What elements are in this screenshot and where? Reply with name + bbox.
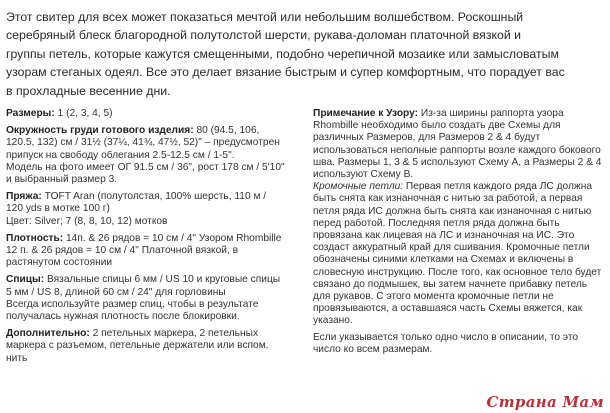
chest-label: Окружность груди готового изделия: — [6, 125, 194, 137]
specs-column — [6, 108, 304, 365]
extra-label: Дополнительно: — [6, 328, 90, 340]
needles-label: Спицы: — [6, 274, 45, 286]
extra-text: маркера с разъемом, петельные держатели или вспом. — [6, 340, 269, 352]
extra-value: 2 петельных маркера, 2 петельных — [89, 328, 259, 340]
edge-text: перед работой. Последняя петля ряда должна быть — [313, 217, 560, 229]
note-text: использоваться неполные раппорты возле каждого бокового — [313, 144, 601, 156]
yarn-text: 120 yds в мотке 100 г) — [6, 203, 110, 215]
edge-label: Кромочные петли: — [313, 181, 404, 193]
intro-line: в прохладные весенние дни. — [6, 83, 171, 98]
edge-text: быть снята как изнаночная с нитью за работой, а первая — [313, 193, 583, 205]
edge-text: связано до подмышек, вы затем начнете прибавку петель — [313, 278, 588, 290]
gauge-text: растянутом состоянии — [6, 257, 113, 269]
gauge-label: Плотность: — [6, 232, 64, 244]
intro-paragraph — [6, 8, 606, 100]
gauge-text: 12 п. & 26 рядов = 10 см / 4" Платочной вязкой, в — [6, 245, 238, 257]
site-watermark: Страна Мам — [486, 393, 604, 411]
chest-text: Модель на фото имеет ОГ 91.5 см / 36", рост 178 см / 5'10" — [6, 161, 285, 173]
edge-text: для рукавов. С этого момента кромочные петли не — [313, 291, 554, 303]
gauge-line — [6, 233, 304, 245]
chest-text: припуск на свободу облегания 2.5-12.5 см / 1-5". — [6, 149, 235, 161]
edge-text: словесную инструкцию. После того, как основное тело будет — [313, 266, 602, 278]
chest-text: 120.5, 132) см / 31½ (37¼, 41¾, 47½, 52)" – предусмотрен — [6, 137, 280, 149]
note-line — [313, 108, 603, 120]
intro-line: серебряный блеск благородной полутолстой шерсти, рукава-доломан платочной вязкой и — [6, 28, 521, 43]
edge-text: петля ряда ИС должна быть снята как изнаночная с нитью — [313, 205, 592, 217]
edge-text: создаст аккуратный край для сшивания. Кромочные петли — [313, 242, 590, 254]
yarn-value: TOFT Aran (полутолстая, 100% шерсть, 110 м / — [41, 191, 267, 203]
chest-value: 80 (94.5, 106, — [193, 125, 260, 137]
chest-line — [6, 125, 304, 137]
note-value: Из-за ширины раппорта узора — [418, 108, 564, 119]
edge-text: указано. — [313, 315, 353, 327]
sizes-label: Размеры: — [6, 108, 55, 119]
yarn-label: Пряжа: — [6, 191, 42, 203]
intro-line: группы петель, которые кажутся смещенными, подобно черепичной мозаике или замысловатым — [6, 46, 559, 61]
needles-text: 5 мм / US 8, длиной 60 см / 24" для горловины — [6, 286, 226, 298]
needles-line — [6, 274, 304, 286]
needles-text: Всегда используйте размер спиц, чтобы в результате — [6, 298, 259, 310]
closing-text: Если указывается только одно число в описании, то это — [313, 331, 579, 343]
yarn-line — [6, 191, 304, 203]
note-text: шва. Размеры 1, 3 & 5 используют Схему А, а Размеры 2 & 4 — [313, 156, 602, 168]
note-text: различных Размеров, для Размеров 2 & 4 будут — [313, 132, 541, 144]
intro-line: Этот свитер для всех может показаться мечтой или небольшим волшебством. Роскошный — [6, 10, 524, 24]
extra-line — [6, 328, 304, 340]
intro-line: узорам стеганых одеял. Все это делает вязание быстрым и супер комфортным, что порадует вас — [6, 65, 565, 80]
edge-value: Первая петля каждого ряда ЛС должна — [403, 181, 593, 193]
notes-column — [313, 108, 603, 356]
edge-text: провязываются, а оставшаяся часть Схемы вяжется, как — [313, 303, 583, 315]
edge-line — [313, 181, 603, 193]
note-label: Примечание к Узору: — [313, 108, 419, 119]
sizes-line — [6, 108, 304, 120]
yarn-text: Цвет: Silver; 7 (8, 8, 10, 12) мотков — [6, 215, 168, 227]
chest-text: и выбранный размер 3. — [6, 174, 118, 186]
edge-text: провязана как лицевая на ЛС и изнаночная на ИС. Это — [313, 230, 575, 242]
note-text: используют Схему В. — [313, 169, 414, 181]
needles-text: получалась нужная плотность после блокировки. — [6, 311, 240, 323]
note-text: Rhombille необходимо было создать две Схемы для — [313, 120, 561, 132]
gauge-value: 14п. & 26 рядов = 10 см / 4" Узором Rhombille — [63, 232, 282, 244]
closing-text: число ко всем размерам. — [313, 343, 433, 355]
edge-text: обозначены синими клетками на Схемах и включены в — [313, 254, 574, 266]
sizes-value: 1 (2, 3, 4, 5) — [54, 108, 113, 119]
needles-value: Вязальные спицы 6 мм / US 10 и круговые спицы — [44, 274, 281, 286]
extra-text: нить — [6, 352, 28, 364]
